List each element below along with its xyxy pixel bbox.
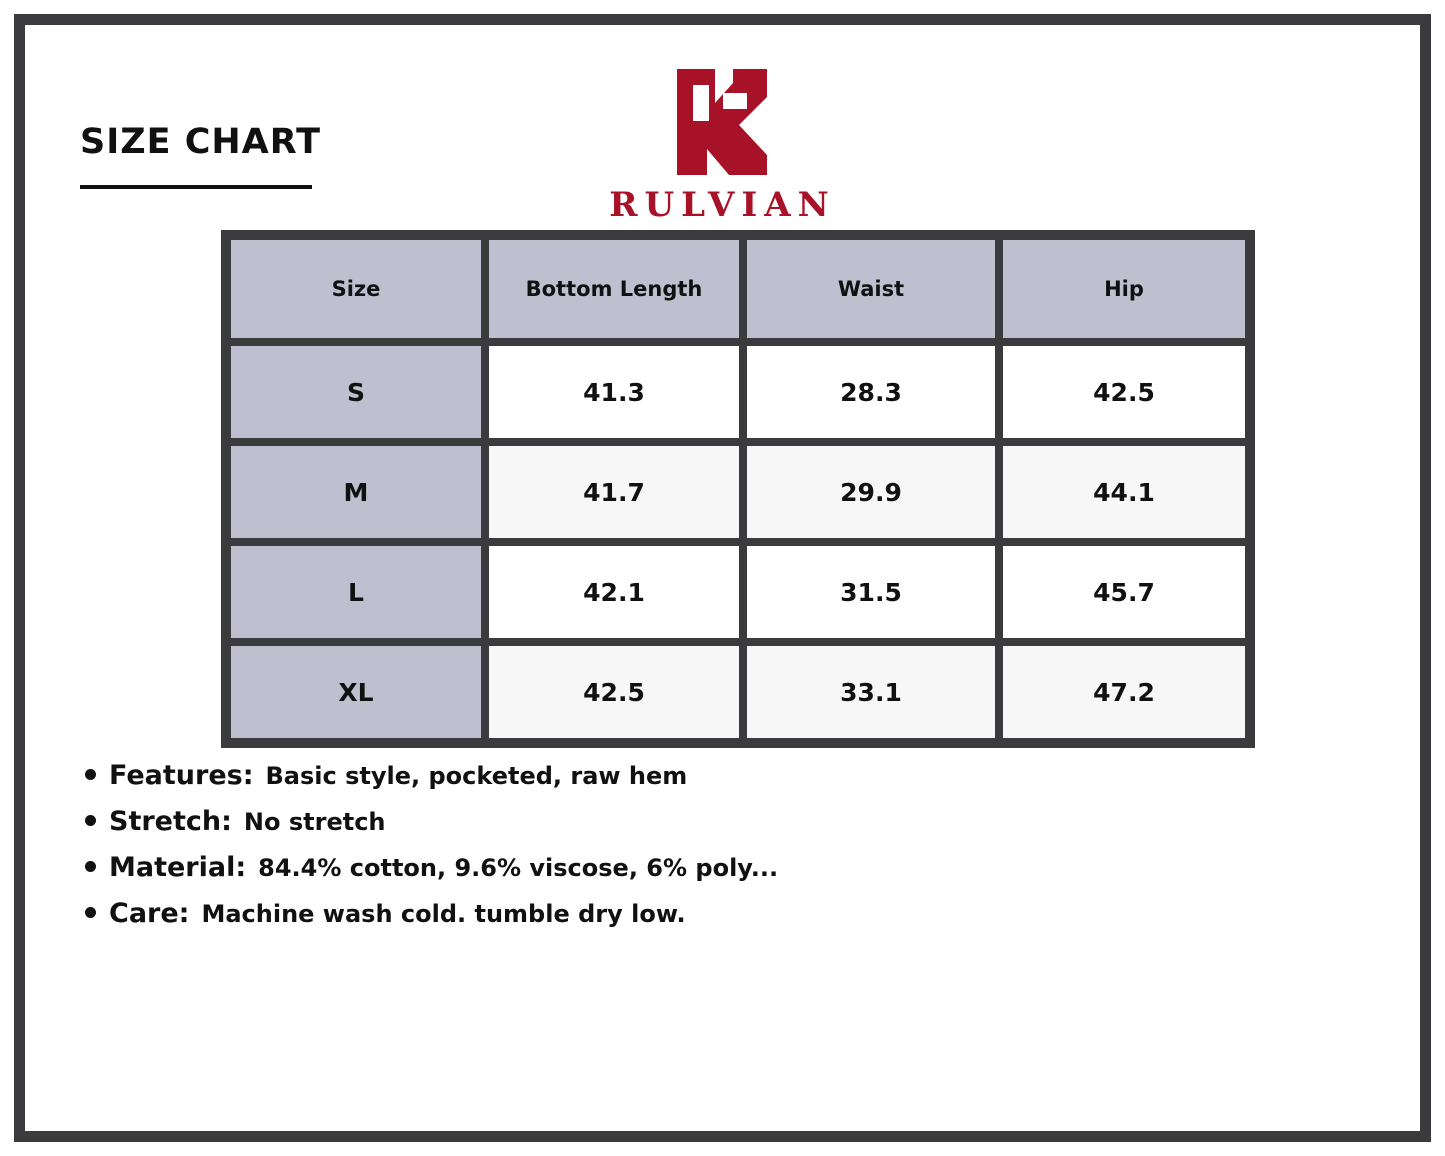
column-header-size: Size <box>227 236 485 342</box>
cell-waist: 28.3 <box>743 342 999 442</box>
note-label: Care: <box>109 898 190 929</box>
note-label: Stretch: <box>109 806 232 837</box>
size-table-wrapper <box>221 230 1243 748</box>
size-table <box>221 230 1255 748</box>
bullet-icon <box>85 861 96 872</box>
table-row <box>227 442 1249 542</box>
cell-waist: 33.1 <box>743 642 999 742</box>
cell-hip: 42.5 <box>999 342 1249 442</box>
list-item <box>85 898 1285 929</box>
cell-hip: 47.2 <box>999 642 1249 742</box>
bullet-icon <box>85 815 96 826</box>
size-table-body <box>227 342 1249 742</box>
bullet-icon <box>85 769 96 780</box>
rulvian-r-logo-icon <box>663 63 783 181</box>
column-header-bottom-length: Bottom Length <box>485 236 743 342</box>
bullet-icon <box>85 907 96 918</box>
product-notes-list <box>85 760 1285 944</box>
table-row <box>227 642 1249 742</box>
note-label: Features: <box>109 760 254 791</box>
note-value: Basic style, pocketed, raw hem <box>265 762 688 790</box>
cell-bottom-length: 41.3 <box>485 342 743 442</box>
page-title: SIZE CHART <box>80 122 322 162</box>
cell-hip: 44.1 <box>999 442 1249 542</box>
cell-size: S <box>227 342 485 442</box>
column-header-waist: Waist <box>743 236 999 342</box>
cell-size: M <box>227 442 485 542</box>
cell-bottom-length: 42.1 <box>485 542 743 642</box>
list-item <box>85 852 1285 883</box>
cell-hip: 45.7 <box>999 542 1249 642</box>
cell-bottom-length: 41.7 <box>485 442 743 542</box>
page-content <box>25 25 1420 1131</box>
cell-waist: 31.5 <box>743 542 999 642</box>
cell-size: XL <box>227 642 485 742</box>
note-value: No stretch <box>243 808 386 836</box>
table-row <box>227 342 1249 442</box>
size-table-header <box>227 236 1249 342</box>
note-label: Material: <box>109 852 247 883</box>
list-item <box>85 806 1285 837</box>
note-value: Machine wash cold. tumble dry low. <box>201 900 686 928</box>
table-row <box>227 542 1249 642</box>
note-value: 84.4% cotton, 9.6% viscose, 6% poly... <box>258 854 779 882</box>
page-border-frame <box>14 14 1431 1142</box>
column-header-hip: Hip <box>999 236 1249 342</box>
brand-name: RULVIAN <box>609 185 836 225</box>
cell-size: L <box>227 542 485 642</box>
cell-waist: 29.9 <box>743 442 999 542</box>
cell-bottom-length: 42.5 <box>485 642 743 742</box>
list-item <box>85 760 1285 791</box>
table-header-row <box>227 236 1249 342</box>
brand-block <box>25 63 1420 225</box>
